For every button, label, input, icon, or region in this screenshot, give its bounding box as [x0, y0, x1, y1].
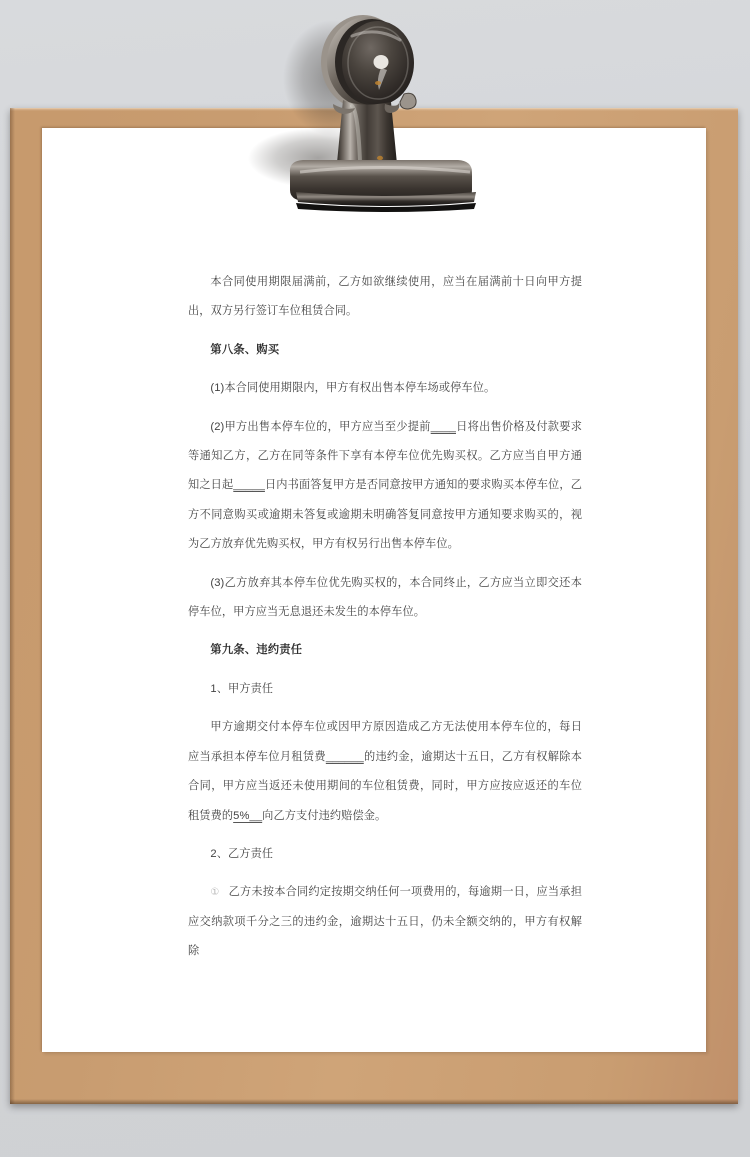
clip-side-lever-icon: [400, 93, 416, 109]
clip-barrel-ring-mid: [327, 17, 407, 107]
heading-article-8: 第八条、购买: [210, 343, 280, 356]
list-item-9-2-1: [188, 878, 582, 966]
subheading-party-b-liability: 2、乙方责任: [210, 847, 274, 860]
paragraph-8-1: (1)本合同使用期限内，甲方有权出售本停车场或停车位。: [210, 382, 496, 395]
list-item-9-2-1-text: 乙方未按本合同约定按期交纳任何一项费用的，每逾期一日，应当承担应交纳款项千分之三的违约金，逾期达十五日，仍未全额交纳的，甲方有权解除: [188, 886, 582, 958]
board-bottom-edge: [10, 1099, 738, 1104]
heading-article-9: 第九条、违约责任: [210, 644, 303, 657]
p82-blank-days-notice[interactable]: ____: [430, 420, 456, 433]
clip-barrel-ring-back: [321, 15, 405, 109]
board-left-edge: [10, 108, 15, 1104]
paragraph-renewal: 本合同使用期限届满前，乙方如欲继续使用，应当在届满前十日向甲方提出，双方另行签订车位租赁合同。: [188, 276, 582, 318]
document-text-body: [188, 268, 582, 967]
p91-seg-2: 的违约金，逾期达十五日，乙方有权解除本合同，甲方应当返还未使用期间的车位租赁费，同时，甲方应按应返还的车位租赁费的: [188, 750, 582, 822]
document-page: [42, 128, 706, 1052]
clip-face-top-highlight: [352, 32, 400, 40]
clip-barrel-ring-inner: [335, 19, 409, 105]
clip-brass-dot-upper: [375, 81, 381, 85]
clip-center-hole: [374, 55, 389, 69]
p82-seg-2: 日将出售价格及付款要求等通知乙方，乙方在同等条件下享有本停车位优先购买权。乙方应当自甲方通知之日起: [188, 420, 582, 492]
paragraph-9-1: [188, 713, 582, 831]
circled-number-icon: ①: [210, 887, 220, 899]
p91-seg-4: 向乙方支付违约赔偿金。: [262, 809, 387, 822]
board-top-highlight: [10, 108, 738, 111]
paragraph-8-2: [188, 413, 582, 560]
p82-seg-0: (2)甲方出售本停车位的，甲方应当至少提前: [210, 420, 431, 433]
paragraph-8-3: (3)乙方放弃其本停车位优先购买权的，本合同终止，乙方应当立即交还本停车位，甲方应当无息退还未发生的本停车位。: [188, 576, 582, 619]
subheading-party-a-liability: 1、甲方责任: [210, 682, 274, 695]
clip-barrel-inner-circle: [348, 27, 408, 99]
p82-seg-4: 日内书面答复甲方是否同意按甲方通知的要求购买本停车位，乙方不同意购买或逾期未答复或逾期未明确答复同意按甲方通知要求购买的，视为乙方放弃优先购买权，甲方有权另行出售本停车位。: [188, 479, 582, 551]
p91-blank-compensation-percent[interactable]: 5%__: [233, 809, 263, 822]
p91-seg-0: 甲方逾期交付本停车位或因甲方原因造成乙方无法使用本停车位的，每日应当承担本停车位月租赁费: [188, 721, 582, 763]
clip-barrel-face: [342, 21, 414, 105]
p91-blank-penalty-rate[interactable]: ______: [325, 750, 364, 763]
p82-blank-days-reply[interactable]: _____: [233, 479, 265, 492]
clip-face-specular: [378, 68, 387, 90]
